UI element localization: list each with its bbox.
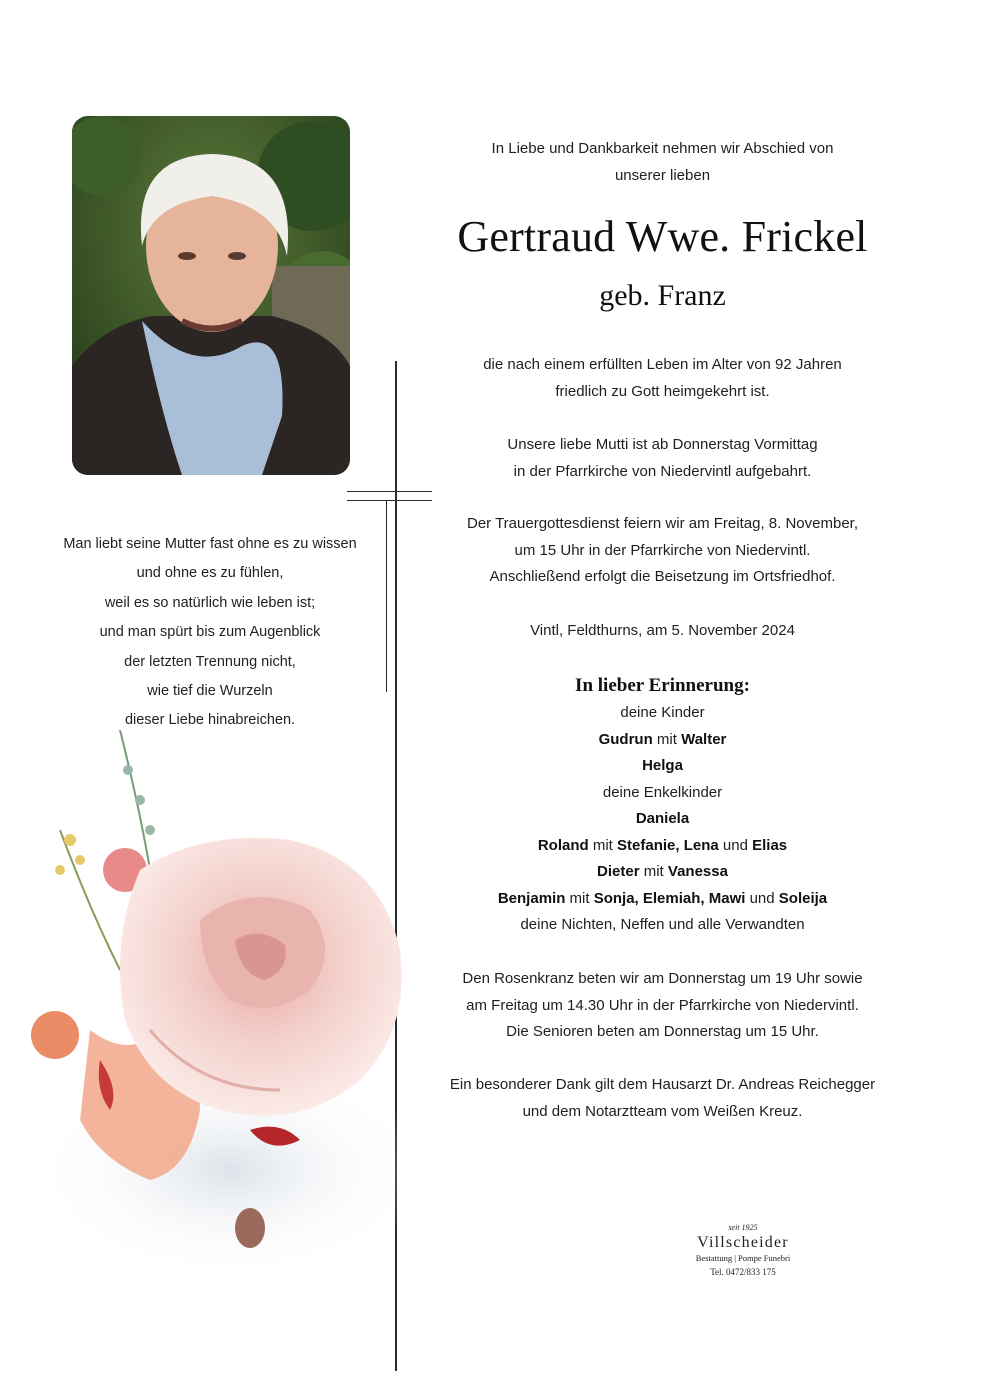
paragraph-funeral-service: Der Trauergottesdienst feiern wir am Freitag, 8. November, um 15 Uhr in der Pfarrkirche von Niedervintl. Anschließend erfolgt die Beisetzung im Ortsfriedhof. xyxy=(467,515,858,585)
family-line: Dieter mit Vanessa xyxy=(597,863,728,880)
family-line: Roland mit Stefanie, Lena und Elias xyxy=(537,836,788,854)
poem-line: und man spürt bis zum Augenblick xyxy=(99,624,321,641)
family-line: Daniela xyxy=(635,810,690,827)
portrait-photo xyxy=(72,116,350,475)
rose-bouquet-image xyxy=(0,730,440,1370)
paragraph-laying-out: Unsere liebe Mutti ist ab Donnerstag Vormittag in der Pfarrkirche von Niedervintl aufgebahrt. xyxy=(507,436,818,480)
paragraph-passing: die nach einem erfüllten Leben im Alter von 92 Jahren friedlich zu Gott heimgekehrt ist. xyxy=(483,356,842,400)
poem-line: weil es so natürlich wie leben ist; xyxy=(104,594,316,611)
paragraph-rosary: Den Rosenkranz beten wir am Donnerstag um 19 Uhr sowie am Freitag um 14.30 Uhr in der Pfarrkirche von Niedervintl. Die Senioren beten am Donnerstag um 15 Uhr. xyxy=(462,970,863,1040)
poem-line: der letzten Trennung nicht, xyxy=(124,653,296,670)
cross-crossbar-bottom xyxy=(347,500,432,501)
family-list: deine Kinder Gudrun mit Walter Helga deine Enkelkinder Daniela Roland mit Stefanie, Lena und Elias Dieter mit Vanessa Benjamin mit Sonja, Elemiah, Mawi und Soleija deine Nichten, Neffen und alle Verwandten xyxy=(430,700,895,939)
poem-line: und ohne es zu fühlen, xyxy=(136,565,284,582)
poem-line: Man liebt seine Mutter fast ohne es zu wissen xyxy=(63,536,357,552)
poem-line: dieser Liebe hinabreichen. xyxy=(124,712,296,729)
cross-crossbar-top xyxy=(347,491,432,492)
poem xyxy=(40,530,380,736)
family-line: Benjamin mit Sonja, Elemiah, Mawi und Soleija xyxy=(497,889,828,907)
family-line: Helga xyxy=(642,757,683,774)
poem-line: wie tief die Wurzeln xyxy=(147,683,273,700)
place-date: Vintl, Feldthurns, am 5. November 2024 xyxy=(530,622,795,639)
maiden-name: geb. Franz xyxy=(599,279,726,312)
memory-title: In lieber Erinnerung: xyxy=(575,675,750,696)
funeral-home-logo: seit 1925 Villscheider Bestattung | Pompe Funebri Tel. 0472/833 175 xyxy=(695,1223,791,1277)
deceased-name: Gertraud Wwe. Frickel xyxy=(457,212,868,261)
intro: In Liebe und Dankbarkeit nehmen wir Abschied von unserer lieben xyxy=(491,140,834,184)
paragraph-thanks: Ein besonderer Dank gilt dem Hausarzt Dr. Andreas Reichegger und dem Notarztteam vom Weißen Kreuz. xyxy=(449,1076,876,1120)
cross-vertical-line-left xyxy=(386,500,387,692)
family-line: Gudrun mit Walter xyxy=(598,730,727,748)
